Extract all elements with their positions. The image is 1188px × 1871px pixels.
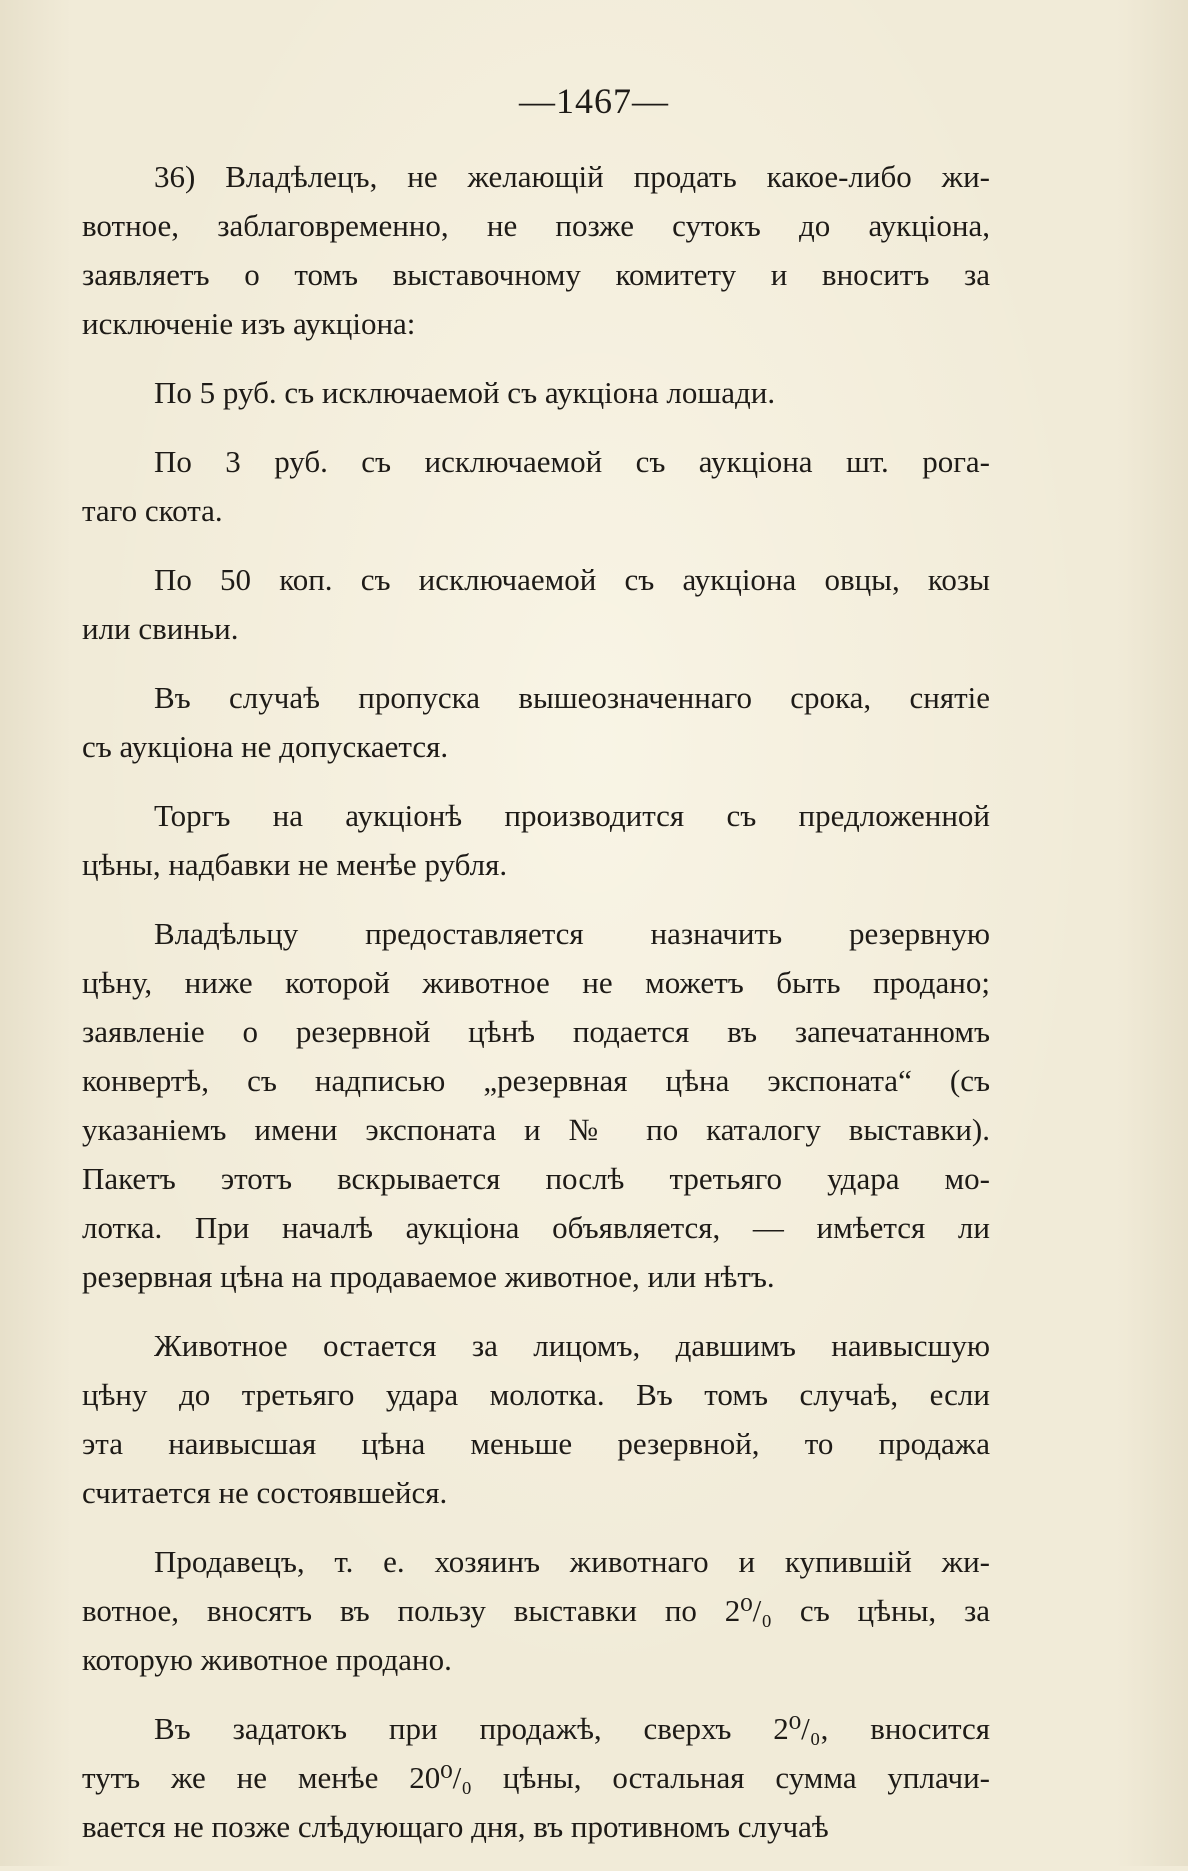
- text-line: Продавецъ, т. е. хозяинъ животнаго и купившій жи-: [154, 1544, 990, 1579]
- paragraph: [82, 909, 990, 1301]
- text-line: Животное остается за лицомъ, давшимъ наивысшую: [154, 1328, 990, 1363]
- text-line: цѣну, ниже которой животное не можетъ быть продано;: [82, 965, 990, 1000]
- text-line: Пакетъ этотъ вскрывается послѣ третьяго удара мо-: [82, 1161, 990, 1196]
- text-line: конвертѣ, съ надписью „резервная цѣна экспоната“ (съ: [82, 1063, 990, 1098]
- text-line: съ аукціона не допускается.: [82, 729, 449, 764]
- text-line: цѣну до третьяго удара молотка. Въ томъ случаѣ, если: [82, 1377, 990, 1412]
- text-line: эта наивысшая цѣна меньше резервной, то продажа: [82, 1426, 990, 1461]
- text-line: Торгъ на аукціонѣ производится съ предложенной: [154, 798, 990, 833]
- body-text: [82, 152, 990, 1871]
- text-line: лотка. При началѣ аукціона объявляется, — имѣется ли: [82, 1210, 990, 1245]
- text-line: Въ задатокъ при продажѣ, сверхъ 2⁰/₀, вносится: [154, 1711, 990, 1746]
- page-number: —1467—: [519, 81, 669, 121]
- text-line: таго скота.: [82, 493, 223, 528]
- text-line: цѣны, надбавки не менѣе рубля.: [82, 847, 508, 882]
- text-line: или свиньи.: [82, 611, 239, 646]
- text-line: считается не состоявшейся.: [82, 1475, 448, 1510]
- text-line: Владѣльцу предоставляется назначить резервную: [154, 916, 990, 951]
- text-line: вотное, заблаговременно, не позже сутокъ до аукціона,: [82, 208, 990, 243]
- text-line: резервная цѣна на продаваемое животное, или нѣтъ.: [82, 1259, 775, 1294]
- text-line: вается не позже слѣдующаго дня, въ противномъ случаѣ: [82, 1809, 829, 1844]
- paragraph: [82, 368, 990, 417]
- text-line: вотное, вносятъ въ пользу выставки по 2⁰/₀ съ цѣны, за: [82, 1593, 990, 1628]
- paragraph: [82, 555, 990, 653]
- text-line: заявленіе о резервной цѣнѣ подается въ запечатанномъ: [82, 1014, 990, 1049]
- paragraph: [82, 437, 990, 535]
- text-line: указаніемъ имени экспоната и № по каталогу выставки).: [82, 1112, 990, 1147]
- paragraph: [82, 1704, 990, 1851]
- paragraph: [82, 673, 990, 771]
- text-line: исключеніе изъ аукціона:: [82, 306, 416, 341]
- text-line: тутъ же не менѣе 20⁰/₀ цѣны, остальная сумма уплачи-: [82, 1760, 990, 1795]
- paragraph: [82, 791, 990, 889]
- text-line: которую животное продано.: [82, 1642, 452, 1677]
- text-line: Въ случаѣ пропуска вышеозначеннаго срока, снятіе: [154, 680, 990, 715]
- paragraph: [82, 152, 990, 348]
- text-line: По 50 коп. съ исключаемой съ аукціона овцы, козы: [154, 562, 990, 597]
- text-line: По 3 руб. съ исключаемой съ аукціона шт. рога-: [154, 444, 990, 479]
- text-line: По 5 руб. съ исключаемой съ аукціона лошади.: [154, 375, 776, 410]
- text-line: 36) Владѣлецъ, не желающій продать какое-либо жи-: [154, 159, 990, 194]
- paragraph: [82, 1321, 990, 1517]
- paragraph: [82, 1537, 990, 1684]
- text-line: заявляетъ о томъ выставочному комитету и вноситъ за: [82, 257, 990, 292]
